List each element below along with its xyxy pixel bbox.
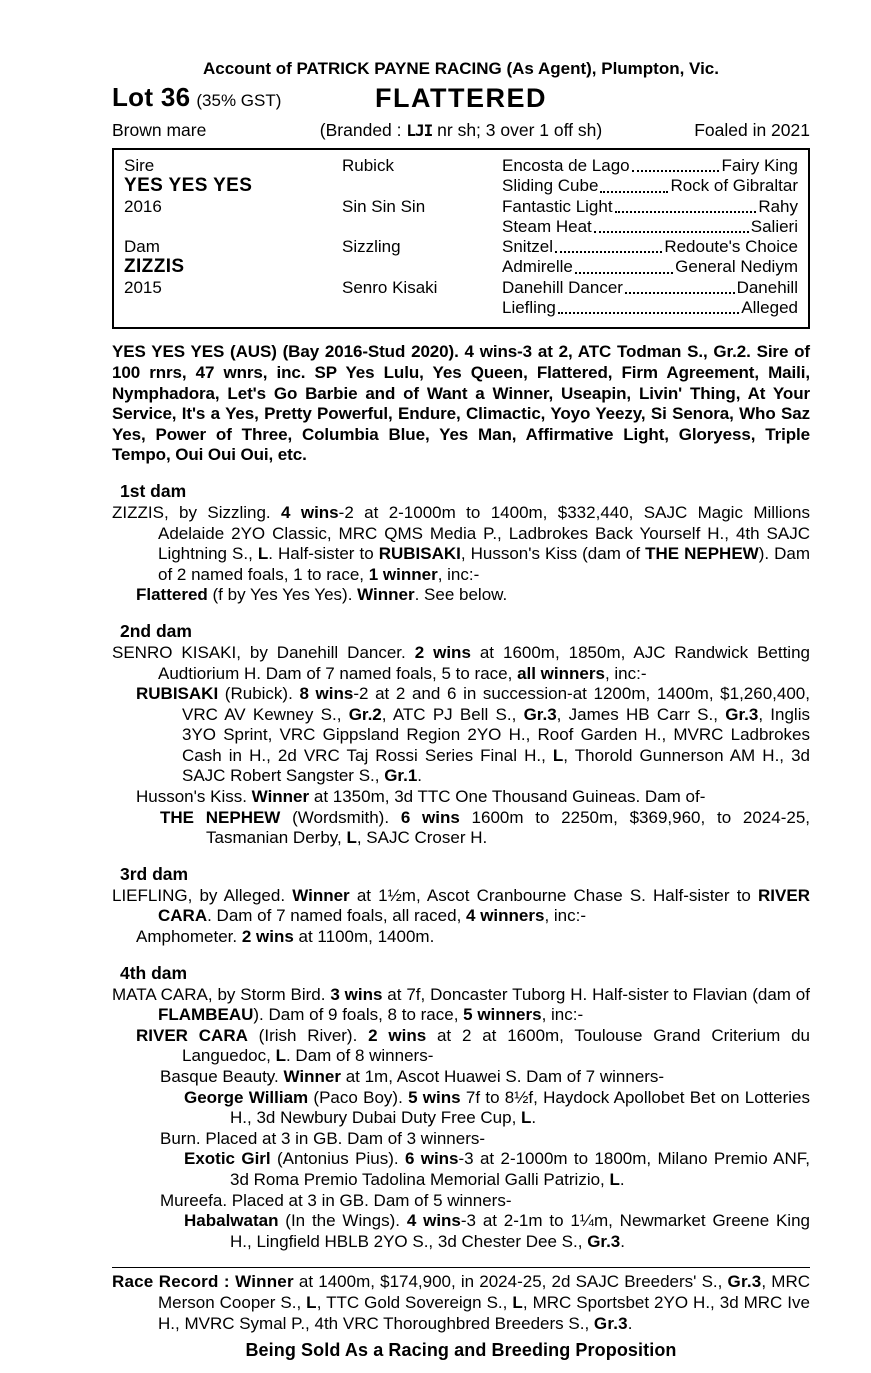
pedigree-parent-meta [124,298,342,318]
dotted-leader [575,272,673,274]
pedigree-ancestor-pair [502,217,798,237]
pedigree-ancestor-pair [502,156,798,176]
dotted-leader [632,170,720,172]
horse-name: FLATTERED [375,83,547,113]
dotted-leader [558,312,739,314]
pedigree-parent-meta: Sire [124,156,155,175]
ancestor-sire: Danehill [736,277,798,297]
pedigree-ancestor-pair [502,278,798,298]
foaled-line: Foaled in 2021 [694,120,810,140]
pedigree-grandparent: Rubick [342,156,394,175]
pedigree-paragraph: THE NEPHEW (Wordsmith). 6 wins 1600m to 2250m, $369,960, to 2024-25, Tasmanian Derby, L, SAJC Croser H. [160,807,810,848]
pedigree-parent-meta: 2016 [124,196,162,216]
dam-sections [112,481,810,1252]
dotted-leader [600,191,668,193]
pedigree-paragraph: Race Record : Winner at 1400m, $174,900, in 2024-25, 2d SAJC Breeders' S., Gr.3, MRC Merson Cooper S., L, TTC Gold Sovereign S., L, MRC Sportsbet 2YO H., 3d MRC Ive H., MVRC Symal P., 4th VRC Thoroughbred Breeders S., Gr.3. [112,1272,810,1333]
pedigree-grandparent: Sizzling [342,237,401,257]
pedigree-parent-meta: 2015 [124,277,162,297]
brand-mark: LJI [406,121,433,140]
ancestor-sire: Redoute's Choice [664,237,798,257]
pedigree-row [124,278,798,298]
pedigree-parent-name: YES YES YES [124,175,253,197]
pedigree-paragraph: Flattered (f by Yes Yes Yes). Winner. See below. [136,585,508,605]
ancestor-name: Encosta de Lago [502,156,630,175]
ancestor-name: Snitzel [502,237,554,257]
pedigree-paragraph: George William (Paco Boy). 5 wins 7f to 8½f, Haydock Apollobet Bet on Lotteries H., 3d Newbury Dubai Duty Free Cup, L. [184,1087,810,1128]
pedigree-ancestor-pair [502,257,798,277]
dotted-leader [615,211,757,213]
pedigree-paragraph: RUBISAKI (Rubick). 8 wins-2 at 2 and 6 in succession-at 1200m, 1400m, $1,260,400, VRC AV Kewney S., Gr.2, ATC PJ Bell S., Gr.3, James HB Carr S., Gr.3, Inglis 3YO Sprint, VRC Gippsland Region 2YO H., Roof Garden H., MVRC Ladbrokes Cash in H., 2d VRC Taj Rossi Series Final H., L, Thorold Gunnerson AM H., 3d SAJC Robert Sangster S., Gr.1. [136,684,810,786]
pedigree-paragraph: Burn. Placed at 3 in GB. Dam of 3 winners- [160,1128,486,1148]
pedigree-paragraph: Basque Beauty. Winner at 1m, Ascot Huawei S. Dam of 7 winners- [160,1067,665,1086]
dam-section-heading: 4th dam [120,962,188,983]
race-record [112,1267,810,1334]
pedigree-paragraph: Exotic Girl (Antonius Pius). 6 wins-3 at 2-1000m to 1800m, Milano Premio ANF, 3d Roma Premio Tadolina Memorial Galli Patrizio, L. [184,1149,810,1189]
lot-row [112,82,810,118]
ancestor-sire: Fairy King [721,156,798,175]
ancestor-name: Liefling [502,298,556,318]
pedigree-row [124,176,798,196]
sire-blurb: YES YES YES (AUS) (Bay 2016-Stud 2020). 4 wins-3 at 2, ATC Todman S., Gr.2. Sire of 100 rnrs, 47 wnrs, inc. SP Yes Lulu, Yes Queen, Flattered, Firm Agreement, Maili, Nymphadora, Let's Go Barbie and of Want a Winner, Useapin, Livin' Thing, At Your Service, It's a Yes, Pretty Powerful, Endure, Climactic, Yoyo Yeezy, Si Senora, Who Saz Yes, Power of Three, Columbia Blue, Yes Man, Affirmative Light, Gloryess, Triple Tempo, Oui Oui Oui, etc. [112,342,810,465]
dam-section-heading: 1st dam [120,480,187,501]
pedigree-row [124,298,798,318]
ancestor-name: Danehill Dancer [502,277,623,297]
sale-proposition: Being Sold As a Racing and Breeding Proposition [245,1340,677,1361]
pedigree-paragraph: Amphometer. 2 wins at 1100m, 1400m. [136,927,435,947]
gst-note: (35% GST) [196,91,282,110]
pedigree-row [124,156,798,176]
pedigree-row [124,197,798,217]
pedigree-table [112,148,810,329]
ancestor-name: Fantastic Light [502,196,613,216]
pedigree-parent-meta [124,217,342,237]
pedigree-row [124,237,798,257]
ancestor-sire: Salieri [750,216,798,236]
account-line: Account of PATRICK PAYNE RACING (As Agent), Plumpton, Vic. [202,59,719,78]
pedigree-paragraph: Mureefa. Placed at 3 in GB. Dam of 5 winners- [160,1190,512,1210]
color-sex: Brown mare [112,120,207,140]
pedigree-paragraph: RIVER CARA (Irish River). 2 wins at 2 at 1600m, Toulouse Grand Criterium du Languedoc, L. Dam of 8 winners- [136,1025,810,1066]
ancestor-sire: Rock of Gibraltar [670,176,798,196]
dotted-leader [625,292,735,294]
pedigree-ancestor-pair [502,237,798,257]
pedigree-paragraph: Habalwatan (In the Wings). 4 wins-3 at 2-1m to 1¼m, Newmarket Greene King H., Lingfield HBLB 2YO S., 3d Chester Dee S., Gr.3. [184,1211,810,1251]
pedigree-paragraph: ZIZZIS, by Sizzling. 4 wins-2 at 2-1000m to 1400m, $332,440, SAJC Magic Millions Adelaide 2YO Classic, MRC QMS Media P., Ladbrokes Back Yourself H., 4th SAJC Lightning S., L. Half-sister to RUBISAKI, Husson's Kiss (dam of THE NEPHEW). Dam of 2 named foals, 1 to race, 1 winner, inc:- [112,502,811,584]
pedigree-paragraph: LIEFLING, by Alleged. Winner at 1½m, Ascot Cranbourne Chase S. Half-sister to RIVER CARA. Dam of 7 named foals, all raced, 4 winners, inc:- [112,885,810,926]
pedigree-paragraph: SENRO KISAKI, by Danehill Dancer. 2 wins at 1600m, 1850m, AJC Randwick Betting Audtiorium H. Dam of 7 named foals, 5 to race, all winners, inc:- [112,642,810,683]
description-row [112,120,810,141]
pedigree-grandparent [342,176,502,196]
pedigree-grandparent [342,298,502,318]
ancestor-sire: Rahy [758,196,798,216]
ancestor-sire: Alleged [741,298,798,318]
dotted-leader [555,251,662,253]
pedigree-paragraph: Husson's Kiss. Winner at 1350m, 3d TTC One Thousand Guineas. Dam of- [136,787,706,807]
dam-section-heading: 3rd dam [120,863,189,884]
pedigree-grandparent [342,217,502,237]
dam-section-heading: 2nd dam [120,620,192,641]
ancestor-name: Sliding Cube [502,176,599,196]
pedigree-parent-name: ZIZZIS [124,256,185,278]
ancestor-name: Admirelle [502,257,573,277]
lot-number: Lot 36 [112,82,191,112]
pedigree-grandparent: Senro Kisaki [342,277,438,297]
pedigree-parent-meta: Dam [124,237,160,257]
pedigree-grandparent [342,257,502,277]
pedigree-row [124,257,798,277]
brand-line: (Branded : LJI nr sh; 3 over 1 off sh) [319,120,603,140]
pedigree-row [124,217,798,237]
pedigree-ancestor-pair [502,176,798,196]
pedigree-ancestor-pair [502,298,798,318]
pedigree-grandparent: Sin Sin Sin [342,196,426,216]
ancestor-sire: General Nediym [675,257,798,277]
ancestor-name: Steam Heat [502,216,592,236]
pedigree-paragraph: MATA CARA, by Storm Bird. 3 wins at 7f, Doncaster Tuborg H. Half-sister to Flavian (dam of FLAMBEAU). Dam of 9 foals, 8 to race, 5 winners, inc:- [112,984,810,1025]
dotted-leader [594,231,749,233]
pedigree-ancestor-pair [502,197,798,217]
